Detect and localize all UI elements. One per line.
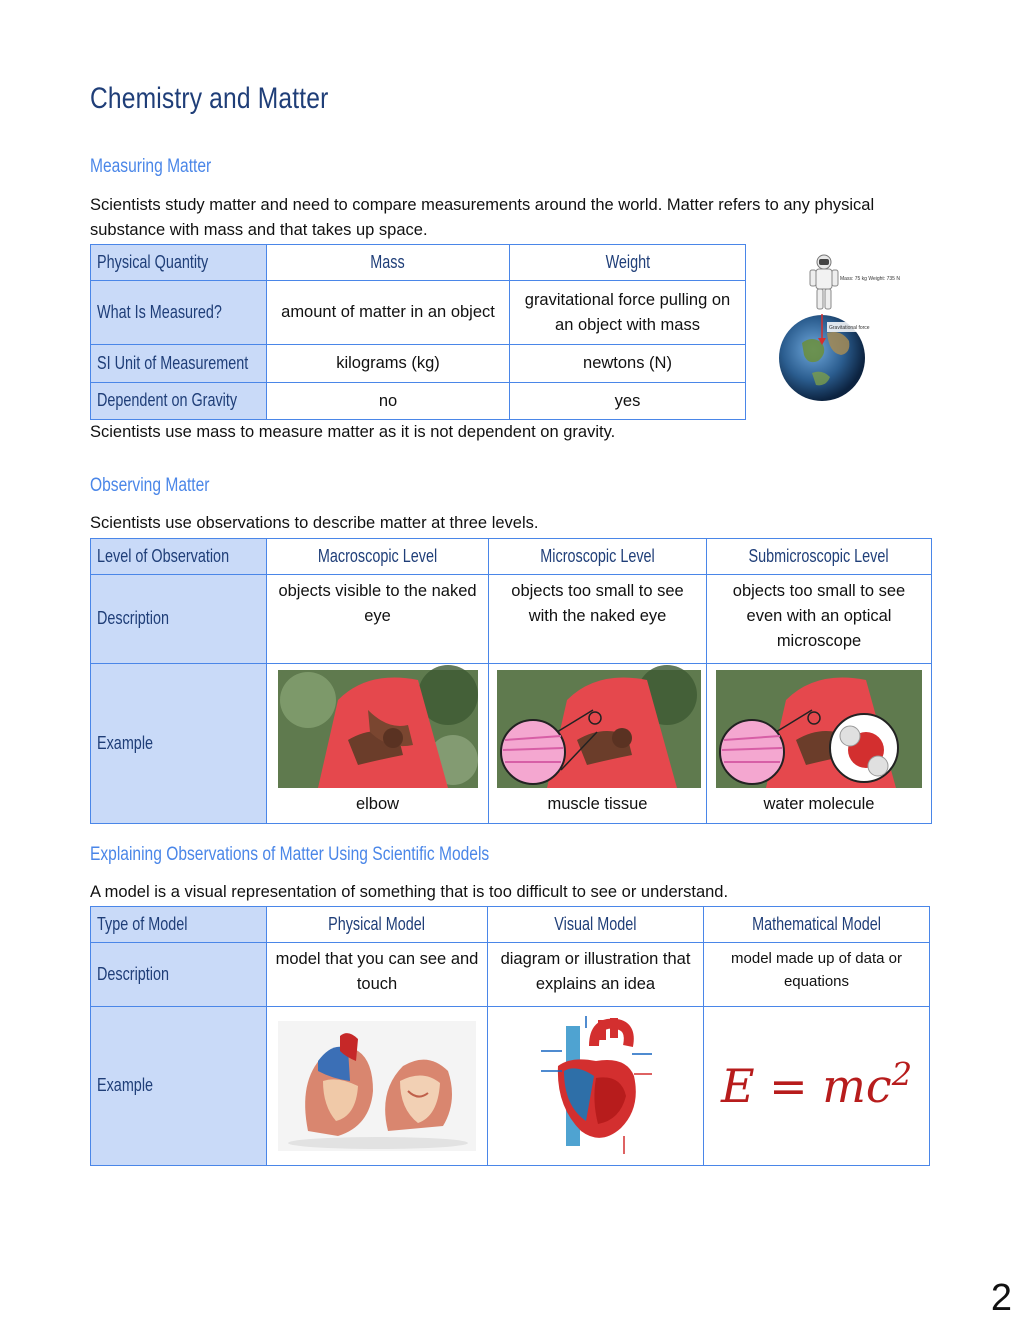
table-cell: objects too small to see with the naked eye bbox=[489, 575, 707, 664]
table-cell bbox=[489, 664, 707, 824]
table-cell: amount of matter in an object bbox=[267, 281, 510, 345]
table-row bbox=[91, 383, 746, 420]
table-row bbox=[91, 1007, 930, 1166]
row-label: Physical Quantity bbox=[91, 245, 267, 281]
measuring-matter-table bbox=[90, 244, 746, 420]
table-row bbox=[91, 907, 930, 943]
observing-matter-intro: Scientists use observations to describe matter at three levels. bbox=[90, 514, 539, 532]
column-header-mathematical-model: Mathematical Model bbox=[704, 907, 930, 943]
section-heading-scientific-models: Explaining Observations of Matter Using Scientific Models bbox=[90, 844, 490, 865]
caption-elbow: elbow bbox=[355, 795, 400, 813]
astronaut-on-earth-image bbox=[772, 248, 900, 403]
table-cell: model that you can see and touch bbox=[267, 943, 488, 1007]
gravitational-force-label: Gravitational force bbox=[829, 325, 870, 331]
caption-muscle-tissue: muscle tissue bbox=[547, 795, 648, 813]
table-cell: diagram or illustration that explains an idea bbox=[488, 943, 704, 1007]
table-cell: newtons (N) bbox=[510, 345, 746, 383]
row-label: Example bbox=[91, 1007, 267, 1166]
column-header-weight: Weight bbox=[510, 245, 746, 281]
heart-model-photo bbox=[278, 1021, 476, 1151]
table-row bbox=[91, 664, 932, 824]
heart-diagram-illustration bbox=[536, 1016, 656, 1156]
water-molecule-photo bbox=[716, 670, 922, 788]
page-title: Chemistry and Matter bbox=[90, 82, 329, 115]
table-cell bbox=[704, 1007, 930, 1166]
table-cell bbox=[267, 664, 489, 824]
scientific-models-intro: A model is a visual representation of something that is too difficult to see or understand. bbox=[90, 883, 729, 901]
row-label: Example bbox=[91, 664, 267, 824]
row-label: What Is Measured? bbox=[91, 281, 267, 345]
scientific-models-table bbox=[90, 906, 930, 1166]
column-header-macroscopic: Macroscopic Level bbox=[267, 539, 489, 575]
astronaut-mass-label: Mass: 75 kg Weight: 735 N bbox=[840, 276, 900, 282]
table-row bbox=[91, 575, 932, 664]
table-row bbox=[91, 245, 746, 281]
equation-e-mc2: $E = mc^2$ bbox=[720, 1055, 913, 1113]
table-row bbox=[91, 281, 746, 345]
column-header-visual-model: Visual Model bbox=[488, 907, 704, 943]
table-cell: gravitational force pulling on an object with mass bbox=[510, 281, 746, 345]
table-cell bbox=[267, 1007, 488, 1166]
table-cell: objects too small to see even with an optical microscope bbox=[707, 575, 932, 664]
row-label: Level of Observation bbox=[91, 539, 267, 575]
table-cell: model made up of data or equations bbox=[704, 943, 930, 1007]
column-header-physical-model: Physical Model bbox=[267, 907, 488, 943]
muscle-tissue-photo bbox=[497, 670, 701, 788]
table-cell: kilograms (kg) bbox=[267, 345, 510, 383]
table-cell: objects visible to the naked eye bbox=[267, 575, 489, 664]
table-cell bbox=[488, 1007, 704, 1166]
elbow-photo bbox=[278, 670, 478, 788]
observing-matter-table bbox=[90, 538, 932, 824]
section-heading-observing-matter: Observing Matter bbox=[90, 475, 210, 496]
measuring-matter-intro: Scientists study matter and need to compare measurements around the world. Matter refers to any physical substance with mass and that takes up space. bbox=[90, 196, 875, 239]
table-cell bbox=[707, 664, 932, 824]
section-heading-measuring-matter: Measuring Matter bbox=[90, 156, 212, 177]
column-header-submicroscopic: Submicroscopic Level bbox=[707, 539, 932, 575]
row-label: Type of Model bbox=[91, 907, 267, 943]
table-row bbox=[91, 943, 930, 1007]
table-cell: no bbox=[267, 383, 510, 420]
column-header-microscopic: Microscopic Level bbox=[489, 539, 707, 575]
page-number: 2 bbox=[990, 1277, 1012, 1319]
mass-note: Scientists use mass to measure matter as it is not dependent on gravity. bbox=[90, 423, 616, 441]
row-label: Description bbox=[91, 943, 267, 1007]
table-row bbox=[91, 345, 746, 383]
table-row bbox=[91, 539, 932, 575]
table-cell: yes bbox=[510, 383, 746, 420]
row-label: Description bbox=[91, 575, 267, 664]
row-label: SI Unit of Measurement bbox=[91, 345, 267, 383]
row-label: Dependent on Gravity bbox=[91, 383, 267, 420]
caption-water-molecule: water molecule bbox=[763, 795, 875, 813]
column-header-mass: Mass bbox=[267, 245, 510, 281]
